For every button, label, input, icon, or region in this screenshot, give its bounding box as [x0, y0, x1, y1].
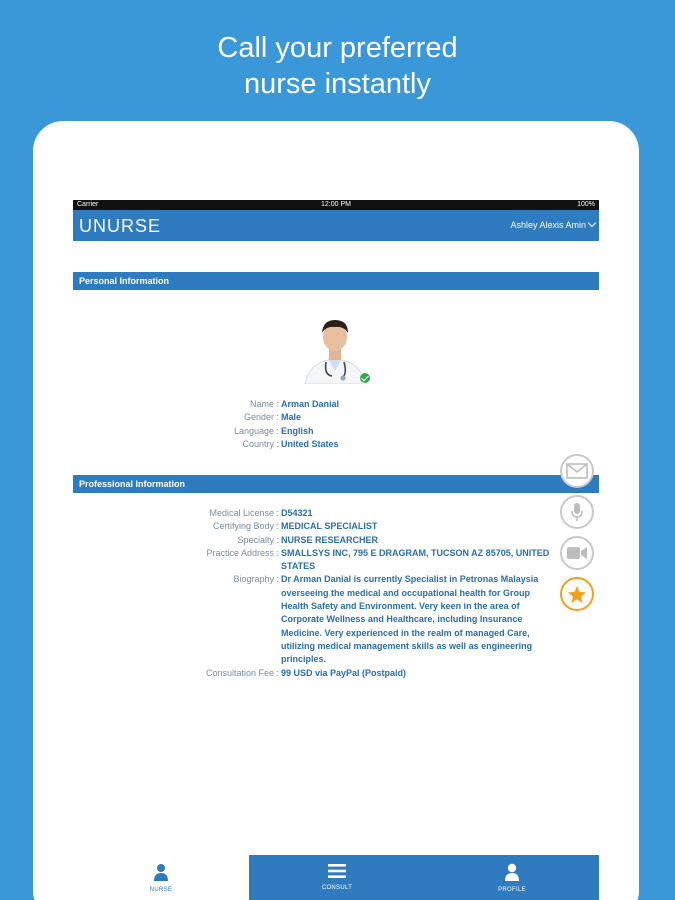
- info-label: Specialty :: [237, 534, 279, 545]
- info-value: Male: [281, 412, 302, 423]
- info-label: Country :: [242, 438, 279, 449]
- info-row-language: [73, 425, 599, 438]
- personal-info-list: [73, 398, 599, 451]
- promo-title: [0, 30, 675, 102]
- info-row-gender: [73, 411, 599, 424]
- info-value: United States: [281, 438, 339, 449]
- info-label: Practice Address :: [206, 547, 279, 558]
- info-label: Language :: [233, 425, 279, 436]
- nurse-icon: [153, 863, 169, 881]
- tab-consult[interactable]: [249, 855, 425, 900]
- tab-profile[interactable]: [425, 855, 599, 900]
- info-label: Gender :: [243, 412, 279, 423]
- info-value: MEDICAL SPECIALIST: [281, 521, 378, 532]
- info-row-certifying-body: [73, 520, 599, 533]
- info-label: Medical License :: [209, 508, 279, 518]
- promo-title-line1: Call your preferred: [217, 32, 458, 64]
- info-row-country: [73, 438, 599, 451]
- battery-level: 100%: [577, 201, 595, 208]
- verified-badge-icon: [359, 372, 371, 384]
- info-label: Name :: [249, 399, 279, 409]
- personal-info-header: Personal Information: [73, 272, 599, 290]
- video-call-button[interactable]: [560, 536, 594, 570]
- favorite-button[interactable]: [560, 577, 594, 611]
- info-row-name: [73, 398, 599, 411]
- voice-call-button[interactable]: [560, 495, 594, 529]
- info-value: Arman Danial: [281, 399, 340, 409]
- bottom-tab-bar: [33, 855, 639, 900]
- app-logo: UNURSE: [79, 216, 162, 236]
- user-name: Ashley Alexis Amin: [510, 220, 586, 230]
- info-value: 99 USD via PayPal (Postpaid): [281, 667, 407, 678]
- info-row-biography: [73, 573, 599, 666]
- info-label: Certifying Body :: [212, 521, 279, 532]
- info-row-practice-address: [73, 547, 599, 574]
- tab-label: NURSE: [149, 887, 173, 893]
- tablet-frame: [33, 121, 639, 900]
- list-icon: [328, 863, 346, 879]
- info-value: SMALLSYS INC, 795 E DRAGRAM, TUCSON AZ 85705, UNITED STATES: [281, 547, 550, 572]
- info-value: English: [281, 425, 314, 436]
- clock: 12:00 PM: [321, 201, 351, 208]
- tab-nurse[interactable]: [73, 855, 249, 900]
- promo-title-line2: nurse instantly: [244, 68, 431, 100]
- app-header: [73, 210, 599, 241]
- professional-info-list: [73, 507, 599, 680]
- status-bar: [73, 200, 599, 210]
- microphone-icon: [570, 502, 584, 522]
- chevron-down-icon: [588, 219, 596, 227]
- info-value: Dr Arman Danial is currently Specialist in Petronas Malaysia overseeing the medical and occupational health for Group Health Safety and Environment. Very keen in the area of Corporate Wellness and Healthcare, including Insurance Medicine. Very experienced in the realm of managed Care, utilizing medical management skills as well as engineering principles.: [281, 574, 539, 665]
- user-icon: [504, 863, 520, 881]
- info-row-consultation-fee: [73, 667, 599, 680]
- info-label: Consultation Fee :: [205, 667, 279, 678]
- star-icon: [567, 585, 587, 604]
- info-row-license: [73, 507, 599, 520]
- tab-label: CONSULT: [321, 885, 353, 891]
- user-menu[interactable]: [510, 220, 595, 230]
- info-row-specialty: [73, 534, 599, 547]
- info-value: D54321: [281, 508, 313, 518]
- professional-info-header: Professional Information: [73, 475, 599, 493]
- envelope-icon: [566, 463, 588, 479]
- video-camera-icon: [566, 546, 588, 560]
- carrier-label: Carrier: [77, 201, 99, 208]
- info-value: NURSE RESEARCHER: [281, 534, 379, 545]
- tab-label: PROFILE: [498, 887, 526, 893]
- info-label: Biography :: [233, 574, 279, 585]
- message-button[interactable]: [560, 454, 594, 488]
